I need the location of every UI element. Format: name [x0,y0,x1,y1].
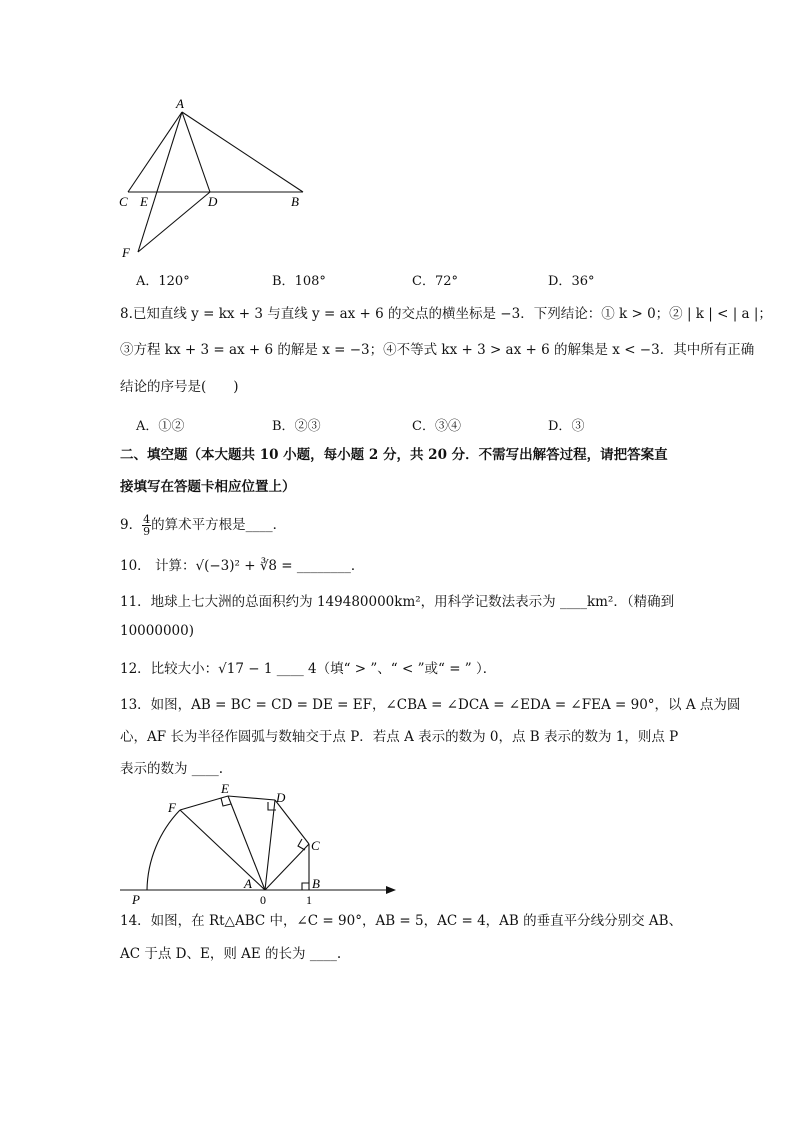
fig13-label-F: F [168,800,176,815]
q9-fraction: $\frac{4}{9}$ [143,513,151,538]
fig13-label-A: A [244,876,252,891]
label-E: E [140,194,148,209]
q8-line-2: ③方程 kx + 3 = ax + 6 的解是 x = −3；④不等式 kx + 3 > ax + 6 的解集是 x < −3．其中所有正确 [120,342,755,358]
q7-option-a: A．120° [136,274,190,289]
label-D: D [208,194,218,209]
q14-line-1: 14．如图，在 Rt△ABC 中，∠C = 90°，AB = 5，AC = 4，AB 的垂直平分线分别交 AB、 [120,913,683,929]
label-B: B [291,194,299,209]
q13-line-2: 心，AF 长为半径作圆弧与数轴交于点 P．若点 A 表示的数为 0，点 B 表示的数为 1，则点 P [120,729,679,745]
q8-option-b: B．②③ [272,419,321,434]
section-2-heading-line-2: 接填写在答题卡相应位置上） [120,479,296,495]
fig13-tick-1: 1 [306,893,312,907]
q11-line-2: 10000000) [120,623,194,639]
q13-line-3: 表示的数为 ____. [120,761,224,777]
q7-option-d: D．36° [548,274,595,289]
number-line-figure-q13 [110,780,410,910]
q13-line-1: 13．如图，AB = BC = CD = DE = EF，∠CBA = ∠DCA = ∠EDA = ∠FEA = 90°，以 A 点为圆 [120,697,741,713]
q7-option-c: C．72° [412,274,458,289]
q8-option-c: C．③④ [412,419,461,434]
fig13-label-P: P [132,892,140,907]
label-C: C [119,194,128,209]
q8-option-a: A．①② [136,419,185,434]
q8-line-3: 结论的序号是( ) [120,379,239,395]
fig13-label-B: B [312,876,320,891]
q12: 12．比较大小：√17 − 1 ____ 4（填“ > ”、“ < ”或“ = ” ）． [120,661,497,677]
label-A: A [176,96,184,111]
q14-line-2: AC 于点 D、E，则 AE 的长为 ____. [120,946,342,962]
fig13-label-D: D [276,790,286,805]
fig13-label-C: C [311,838,320,853]
q9: 9． $\frac{4}{9}$ 的算术平方根是____． [120,513,287,538]
q10: 10． 计算：√(−3)² + ∛8 = ________． [120,558,365,574]
q8-line-1: 8.已知直线 y = kx + 3 与直线 y = ax + 6 的交点的横坐标是 −3．下列结论：① k > 0；② | k | < | a |； [120,306,772,322]
triangle-figure-q7 [110,95,320,265]
fig13-label-E: E [221,781,229,796]
q7-option-b: B．108° [272,274,326,289]
q8-option-d: D．③ [548,419,585,434]
fig13-tick-0: 0 [260,893,266,907]
label-F: F [122,245,130,260]
q11-line-1: 11．地球上七大洲的总面积约为 149480000km²，用科学记数法表示为 ____km²．（精确到 [120,594,675,610]
section-2-heading-line-1: 二、填空题（本大题共 10 小题，每小题 2 分，共 20 分．不需写出解答过程，请把答案直 [120,447,668,463]
